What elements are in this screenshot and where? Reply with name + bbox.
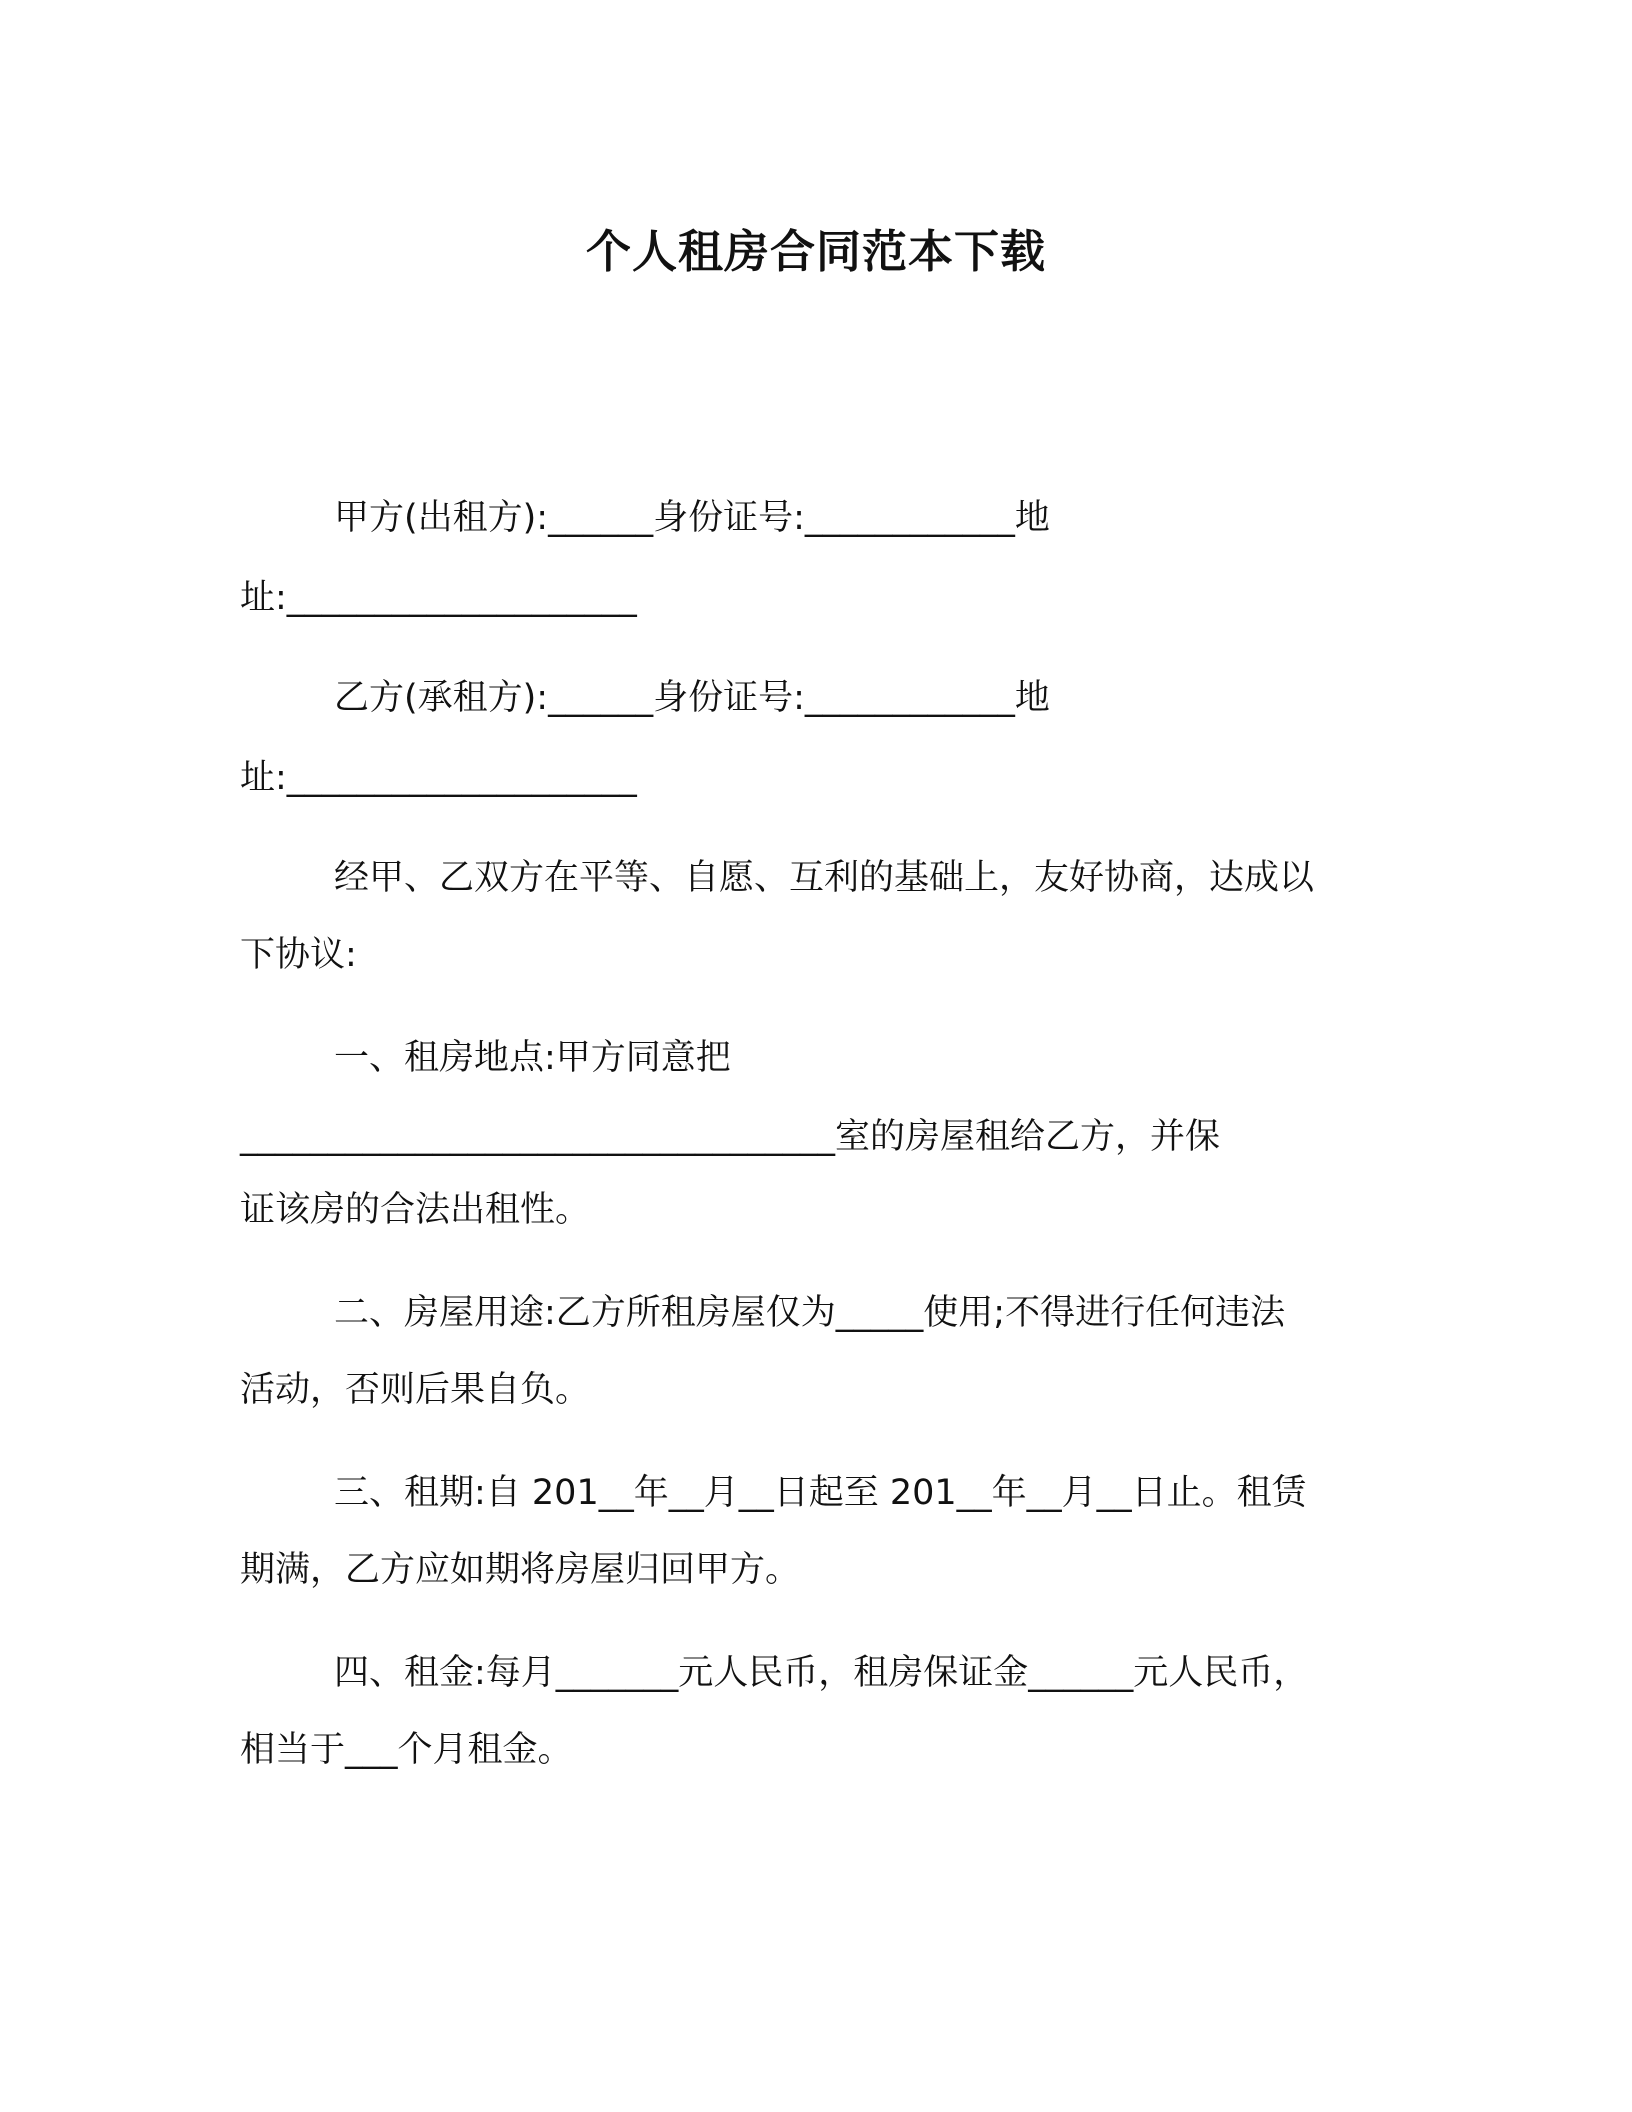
preamble-line-1: 经甲、乙双方在平等、自愿、互利的基础上，友好协商，达成以 (334, 858, 1315, 898)
party-a-address-line: 址:____________________ (240, 578, 637, 618)
clause-2-line-1: 二、房屋用途:乙方所租房屋仅为_____使用;不得进行任何违法 (334, 1293, 1286, 1333)
clause-1-line-3: 证该房的合法出租性。 (240, 1190, 591, 1230)
party-b-line: 乙方(承租方):______身份证号:____________地 (334, 678, 1050, 718)
clause-3-line-1: 三、租期:自 201__年__月__日起至 201__年__月__日止。租赁 (334, 1473, 1307, 1513)
clause-1-line-1: 一、租房地点:甲方同意把 (334, 1038, 731, 1078)
clause-3-line-2: 期满，乙方应如期将房屋归回甲方。 (240, 1550, 801, 1590)
clause-4-line-1: 四、租金:每月_______元人民币，租房保证金______元人民币， (334, 1653, 1309, 1693)
clause-1-line-2: __________________________________室的房屋租给乙方，并保 (240, 1117, 1221, 1157)
clause-2-line-2: 活动，否则后果自负。 (240, 1370, 591, 1410)
clause-4-line-2: 相当于___个月租金。 (240, 1730, 573, 1770)
preamble-line-2: 下协议: (240, 935, 357, 975)
party-b-address-line: 址:____________________ (240, 758, 637, 798)
party-a-line: 甲方(出租方):______身份证号:____________地 (334, 498, 1050, 538)
page-title: 个人租房合同范本下载 (585, 225, 1046, 278)
